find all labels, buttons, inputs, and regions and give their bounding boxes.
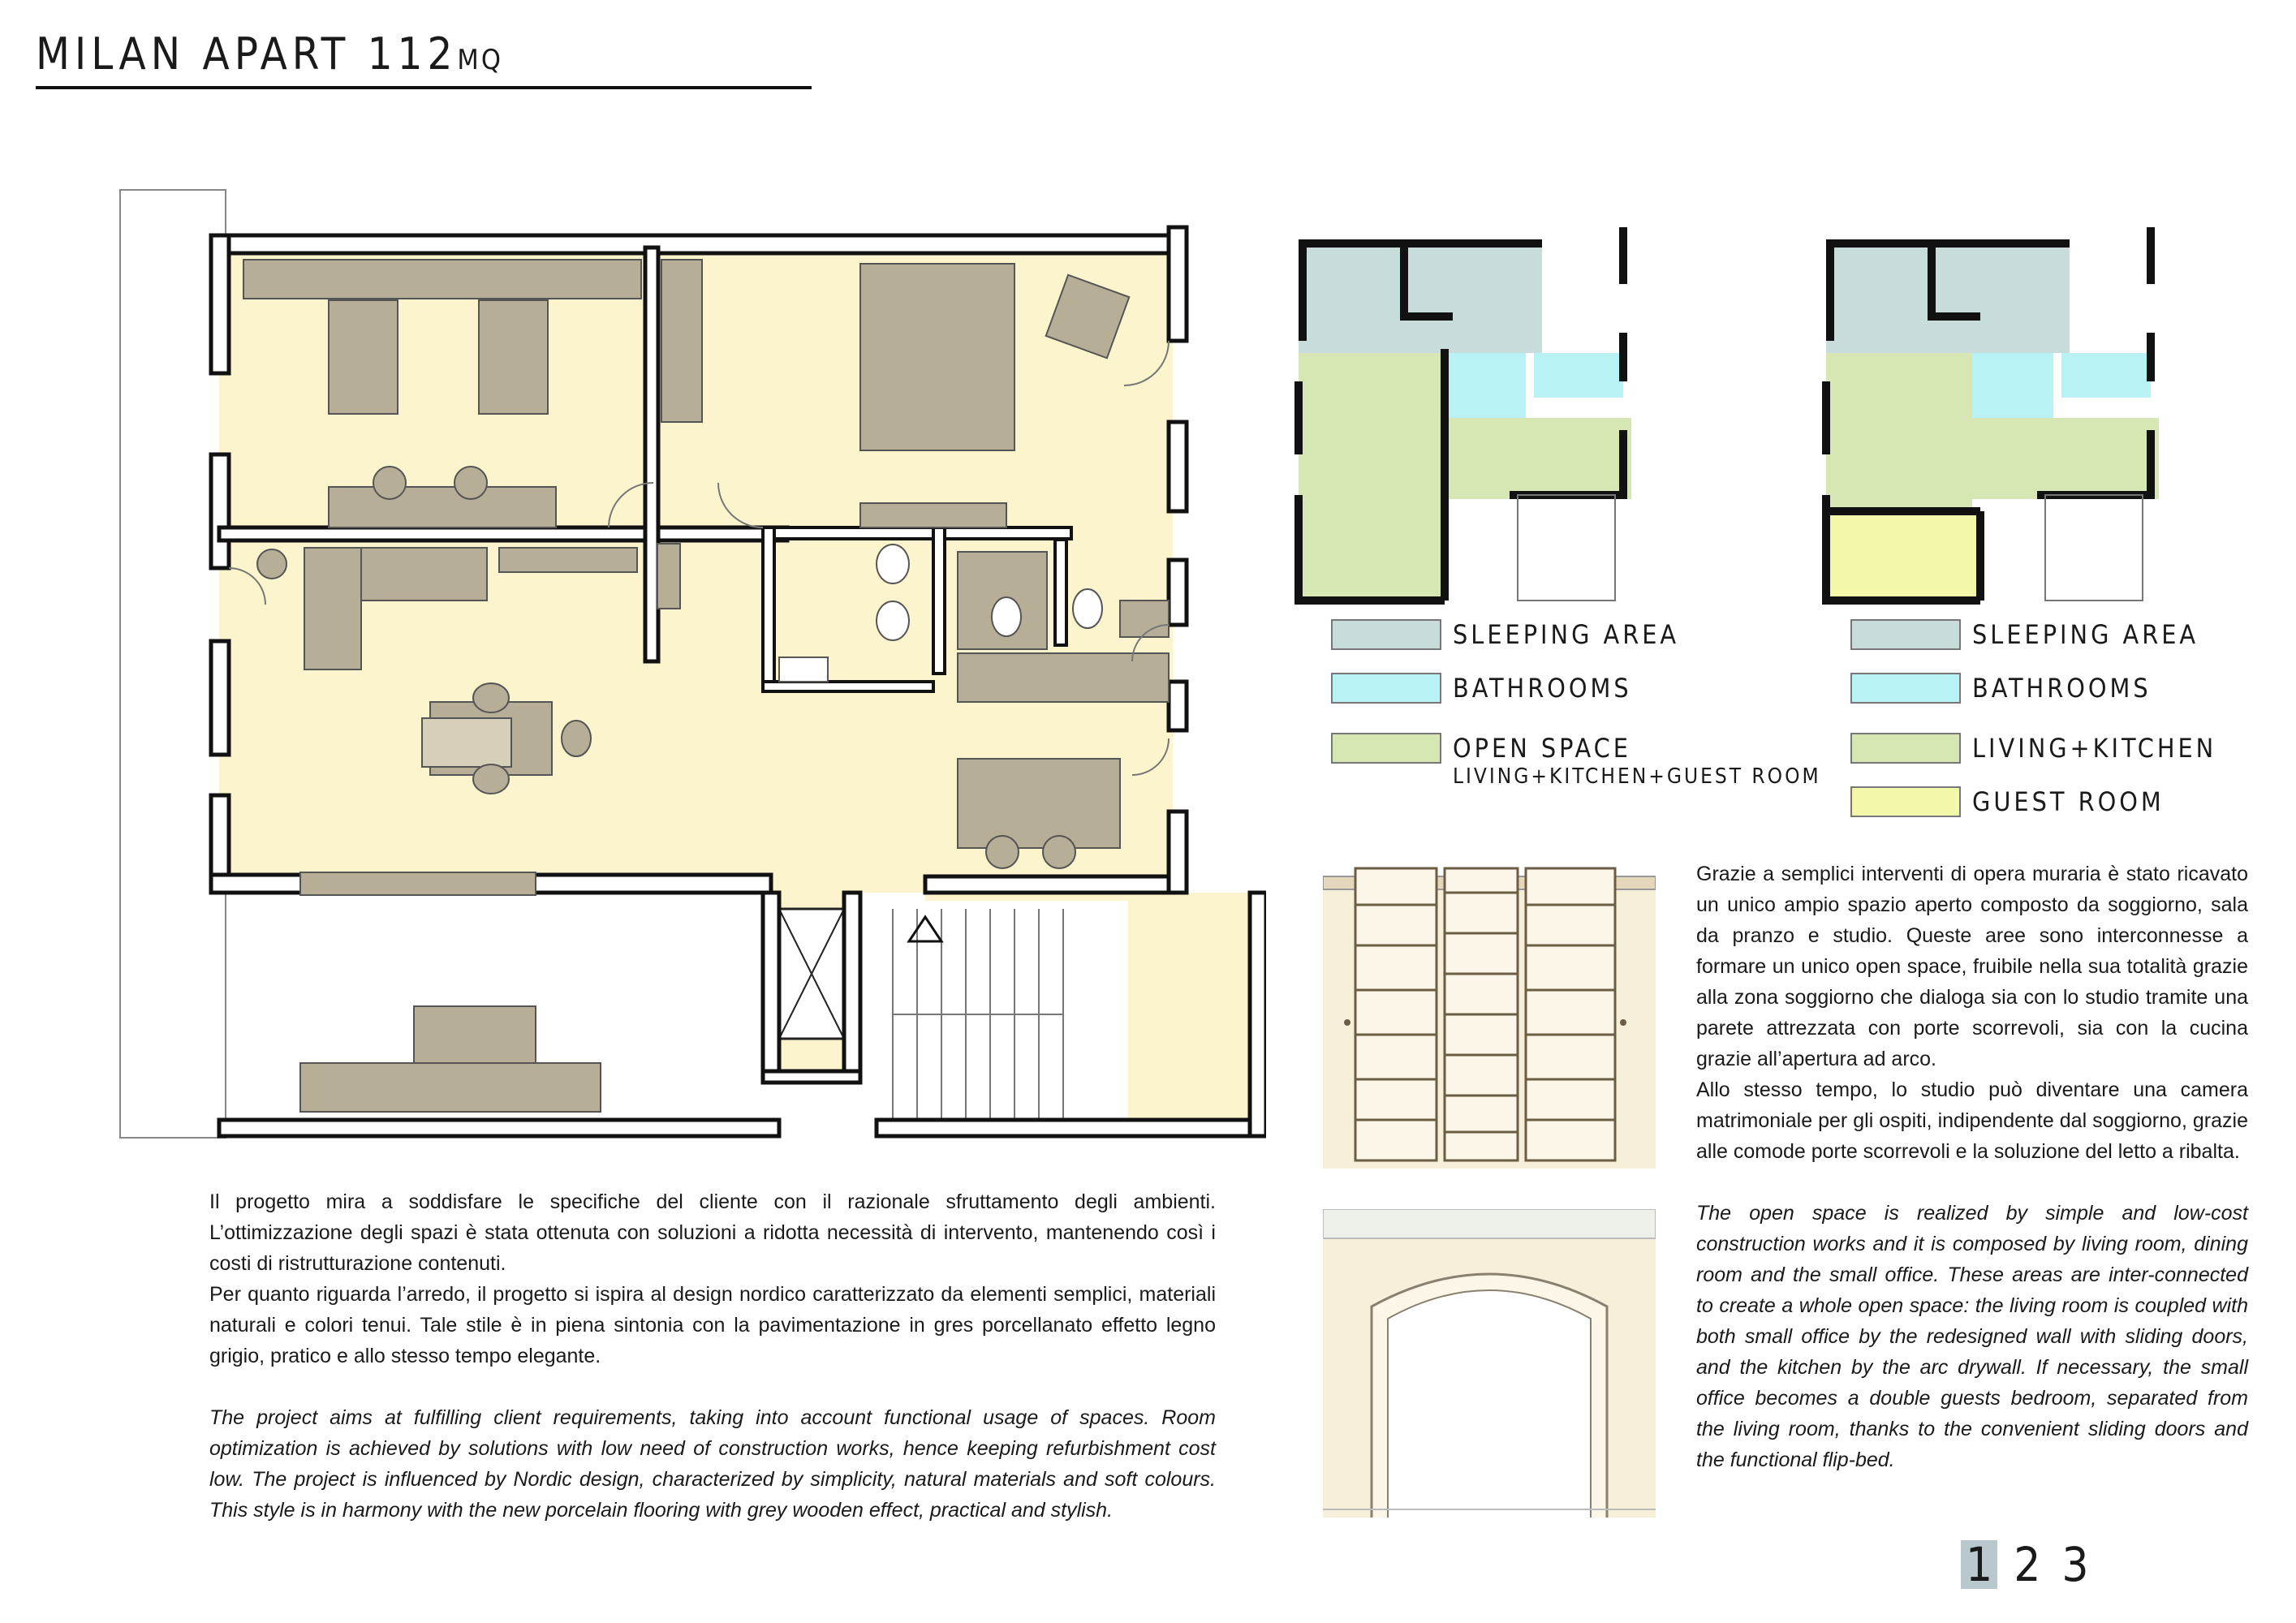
- description-en: The project aims at fulfilling client requirements, taking into account functional usage of spaces. Room optimization is achieved by solutions with low need of construction works, hence keeping refurbishment cost low. The project is influenced by Nordic design, characterized by simplicity, natural materials and soft colours. This style is in harmony with the new porcelain flooring with grey wooden effect, practical and stylish.: [209, 1406, 1216, 1522]
- kitchen-island: [958, 759, 1120, 848]
- zone-sleeping: [1299, 243, 1542, 353]
- page-2-link[interactable]: 2: [2014, 1537, 2041, 1592]
- hallway-cabinet: [657, 544, 680, 609]
- stairwell: [885, 901, 1128, 1136]
- zone-living-kitchen: [1826, 353, 1972, 515]
- coffee-table: [414, 1006, 536, 1063]
- legend-right-living-kitchen: [1850, 732, 2216, 764]
- swatch-bathrooms: [1331, 673, 1441, 704]
- description-it-2: Per quanto riguarda l’arredo, il progetto si ispira al design nordico caratterizzato da elementi semplici, materiali naturali e colori tenui. Tale stile è in piena sintonia con la pavimentazione in gres porcellanato effetto legno grigio, pratico e allo stesso tempo elegante.: [209, 1283, 1216, 1367]
- swatch-guest-room: [1850, 786, 1961, 817]
- legend-left-sleeping: [1331, 618, 1679, 651]
- zone-open-space: [1299, 353, 1445, 596]
- page-1-link[interactable]: 1: [1961, 1540, 1997, 1589]
- swatch-open-space: [1331, 733, 1441, 764]
- wardrobe-kids: [243, 260, 641, 299]
- description-it-1: Il progetto mira a soddisfare le specifiche del cliente con il razionale sfruttamento degli ambienti. L’ottimizzazione degli spazi è stata ottenuta con soluzioni a ridotta necessità di intervento, mantenendo così i costi di ristrutturazione contenuti.: [209, 1190, 1216, 1275]
- zone-living-kitchen-2: [1972, 418, 2159, 499]
- flip-bed: [300, 872, 536, 895]
- bed-single-1: [329, 300, 398, 414]
- sofa-chaise: [304, 548, 361, 669]
- wardrobe-master: [661, 260, 702, 422]
- zone-bathroom-1: [1534, 353, 1623, 398]
- page-navigation: [1961, 1537, 2105, 1592]
- desk-kids: [329, 487, 556, 527]
- swatch-sleeping: [1331, 619, 1441, 650]
- title-underline: [36, 86, 812, 89]
- side-it-1: Grazie a semplici interventi di opera muraria è stato ricavato un unico ampio spazio aperto composto da soggiorno, sala da pranzo e studio. Queste aree sono interconnesse a formare un unico open space, fruibile nella sua totalità grazie alla zona soggiorno che dialoga sia con lo studio tramite una parete attrezzata con porte scorrevoli, sia con la cucina grazie all’apertura ad arco.: [1696, 863, 2248, 1070]
- sideboard: [300, 1063, 601, 1112]
- legend-label: SLEEPING AREA: [1453, 619, 1680, 650]
- rug: [422, 718, 511, 767]
- page-title: [36, 28, 503, 80]
- legend-right-guest-room: [1850, 786, 2165, 818]
- dresser: [860, 503, 1006, 527]
- open-space-description: [1696, 859, 2248, 1475]
- title-text: MILAN APART 112: [36, 28, 458, 80]
- zone-bathroom-2: [1972, 353, 2053, 418]
- zone-bathroom-2: [1445, 353, 1526, 418]
- swatch-living-kitchen: [1850, 733, 1961, 764]
- legend-label: BATHROOMS: [1972, 673, 2152, 704]
- zoning-plan-option-b: [1794, 219, 2224, 609]
- legend-label: BATHROOMS: [1453, 673, 1632, 704]
- zone-sleeping: [1826, 243, 2070, 353]
- legend-right-bathrooms: [1850, 672, 2152, 704]
- sliding-wall-elevation: [1323, 860, 1656, 1185]
- bed-single-2: [479, 300, 548, 414]
- title-unit: MQ: [457, 44, 503, 76]
- project-description: [209, 1186, 1216, 1526]
- swatch-sleeping: [1850, 619, 1961, 650]
- double-bed: [860, 264, 1014, 450]
- zone-guest-room: [1826, 515, 1980, 601]
- swatch-bathrooms: [1850, 673, 1961, 704]
- legend-left-open-space-sub: LIVING+KITCHEN+GUEST ROOM: [1453, 764, 1821, 789]
- zone-bathroom-1: [2061, 353, 2151, 398]
- main-floor-plan: [114, 179, 1266, 1144]
- side-en: The open space is realized by simple and low-cost construction works and it is composed by living room, dining room and the small office. These areas are inter-connected to create a whole open space: the living room is coupled with both small office by the redesigned wall with sliding doors, and the kitchen by the arc drywall. If necessary, the small office becomes a double guests bedroom, separated from the living room, thanks to the convenient sliding doors and the functional flip-bed.: [1696, 1202, 2248, 1471]
- legend-label: LIVING+KITCHEN: [1972, 733, 2217, 764]
- page-3-link[interactable]: 3: [2061, 1537, 2089, 1592]
- side-it-2: Allo stesso tempo, lo studio può diventare una camera matrimoniale per gli ospiti, indipendente dal soggiorno, grazie alle comode porte scorrevoli e la soluzione del letto a ribalta.: [1696, 1078, 2248, 1163]
- kitchen-counter: [958, 653, 1169, 702]
- legend-label: GUEST ROOM: [1972, 786, 2165, 817]
- legend-label: SLEEPING AREA: [1972, 619, 2199, 650]
- tv-unit: [499, 548, 637, 572]
- legend-right-sleeping: [1850, 618, 2199, 651]
- legend-label: OPEN SPACE: [1453, 733, 1631, 764]
- zone-open-space-kitchen: [1445, 418, 1631, 499]
- arch-drywall-elevation: [1323, 1209, 1656, 1518]
- legend-left-open-space: [1331, 732, 1631, 764]
- legend-left-bathrooms: [1331, 672, 1632, 704]
- zoning-plan-option-a: [1266, 219, 1696, 609]
